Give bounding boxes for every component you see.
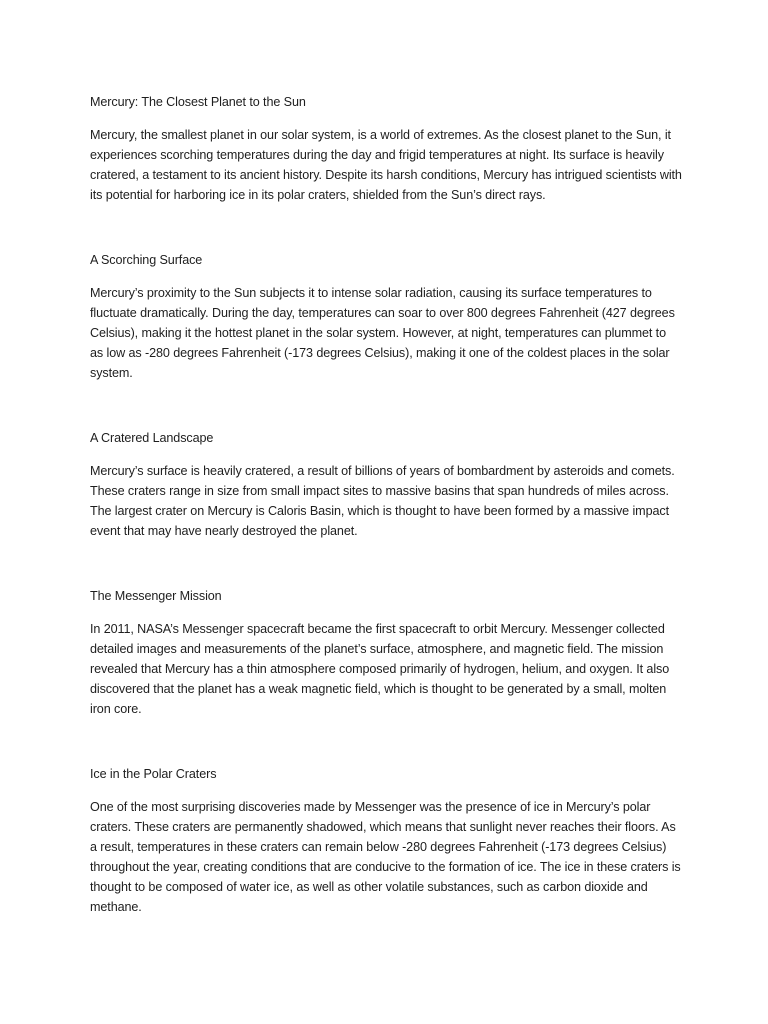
section-heading: Ice in the Polar Craters xyxy=(90,767,217,781)
section-heading: A Cratered Landscape xyxy=(90,431,214,445)
intro-section xyxy=(90,92,682,205)
intro-paragraph: Mercury, the smallest planet in our solar system, is a world of extremes. As the closest planet to the Sun, it experiences scorching temperatures during the day and frigid temperatures at night. Its surface is heavily cratered, a testament to its ancient history. Despite its harsh conditions, Mercury has intrigued scientists with its potential for harboring ice in its polar craters, shielded from the Sun’s direct rays. xyxy=(90,128,682,202)
document-body xyxy=(90,92,682,917)
section-paragraph: One of the most surprising discoveries made by Messenger was the presence of ice in Mercury’s polar craters. These craters are permanently shadowed, which means that sunlight never reaches their floors. As a result, temperatures in these craters can remain below -280 degrees Fahrenheit (-173 degrees Celsius) throughout the year, creating conditions that are conducive to the formation of ice. The ice in these craters is thought to be composed of water ice, as well as other volatile substances, such as carbon dioxide and methane. xyxy=(90,800,681,914)
section-messenger-mission xyxy=(90,586,682,719)
section-paragraph: Mercury’s surface is heavily cratered, a result of billions of years of bombardment by asteroids and comets. These craters range in size from small impact sites to massive basins that span hundreds of miles across. The largest crater on Mercury is Caloris Basin, which is thought to have been formed by a massive impact event that may have nearly destroyed the planet. xyxy=(90,464,675,538)
section-paragraph: In 2011, NASA’s Messenger spacecraft became the first spacecraft to orbit Mercury. Messenger collected detailed images and measurements of the planet’s surface, atmosphere, and magnetic field. The mission revealed that Mercury has a thin atmosphere composed primarily of hydrogen, helium, and oxygen. It also discovered that the planet has a weak magnetic field, which is thought to be generated by a small, molten iron core. xyxy=(90,622,670,716)
section-polar-ice xyxy=(90,764,682,917)
section-cratered-landscape xyxy=(90,428,682,541)
section-heading: A Scorching Surface xyxy=(90,253,203,267)
section-heading: The Messenger Mission xyxy=(90,589,222,603)
document-title: Mercury: The Closest Planet to the Sun xyxy=(90,95,306,109)
section-scorching-surface xyxy=(90,250,682,383)
section-paragraph: Mercury’s proximity to the Sun subjects it to intense solar radiation, causing its surface temperatures to fluctuate dramatically. During the day, temperatures can soar to over 800 degrees Fahrenheit (427 degrees Celsius), making it the hottest planet in the solar system. However, at night, temperatures can plummet to as low as -280 degrees Fahrenheit (-173 degrees Celsius), making it one of the coldest places in the solar system. xyxy=(90,286,675,380)
